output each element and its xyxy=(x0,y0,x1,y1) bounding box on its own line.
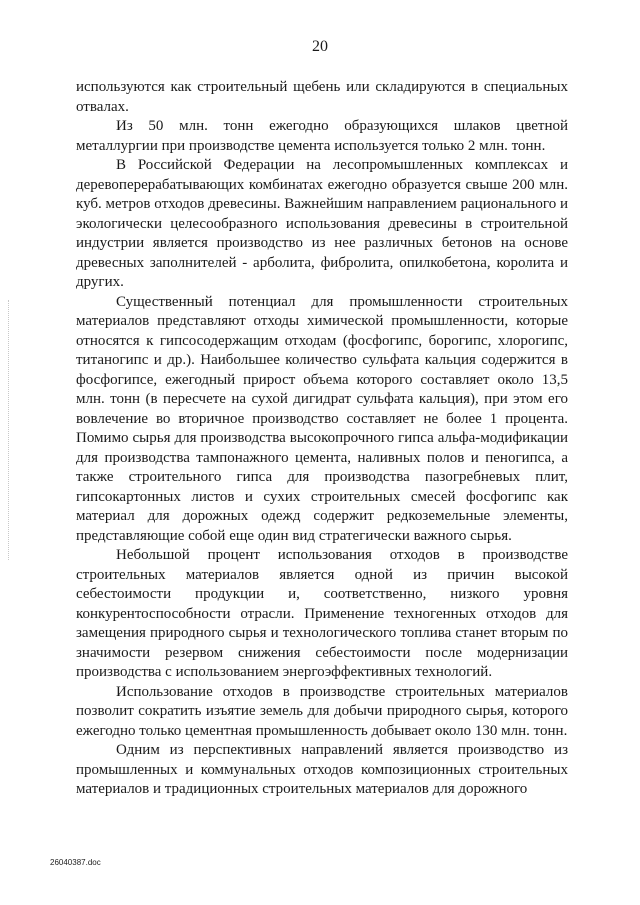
paragraph: Одним из перспективных направлений является производство из промышленных и коммунальных отходов композиционных строительных материалов и традиционных строительных материалов для дорожного xyxy=(76,742,568,797)
scan-margin-mark xyxy=(8,300,10,560)
paragraph: Использование отходов в производстве строительных материалов позволит сократить изъятие земель для добычи природного сырья, которого ежегодно только цементная промышленность добывает около 130 млн. тонн. xyxy=(76,683,568,739)
footer-filename: 26040387.doc xyxy=(50,858,101,867)
paragraph: Небольшой процент использования отходов в производстве строительных материалов является одной из причин высокой себестоимости продукции и, соответственно, низкого уровня конкурентоспособности отрасли. Применение техногенных отходов для замещения природного сырья и технологического топлива станет вторым по значимости резервом снижения себестоимости после модернизации производства с использованием энергоэффективных технологий. xyxy=(76,547,568,680)
page-number: 20 xyxy=(312,38,328,55)
paragraph: Из 50 млн. тонн ежегодно образующихся шлаков цветной металлургии при производстве цемента используется только 2 млн. тонн. xyxy=(76,118,568,154)
paragraph: Существенный потенциал для промышленности строительных материалов представляют отходы химической промышленности, которые относятся к гипсосодержащим отходам (фосфогипс, борогипс, хлорогипс, титаногипс и др.). Наибольшее количество сульфата кальция содержится в фосфогипсе, ежегодный прирост объема которого составляет около 13,5 млн. тонн (в пересчете на сухой дигидрат сульфата кальция), при этом его вовлечение во вторичное производство составляет не более 1 процента. Помимо сырья для производства высокопрочного гипса альфа-модификации для производства тампонажного цемента, наливных полов и пеногипса, а также строительного гипса для производства пазогребневых плит, гипсокартонных листов и сухих строительных смесей фосфогипс как материал для дорожных одежд содержит редкоземельные элементы, представляющие собой еще один вид стратегически важного сырья. xyxy=(76,293,568,544)
paragraph: используются как строительный щебень или складируются в специальных отвалах. xyxy=(76,79,568,115)
document-body xyxy=(76,78,568,800)
paragraph: В Российской Федерации на лесопромышленных комплексах и деревоперерабатывающих комбинатах ежегодно образуется свыше 200 млн. куб. метров отходов древесины. Важнейшим направлением рационального и экологически целесообразного использования древесины в строительной индустрии является производство из нее различных бетонов на основе древесных заполнителей - арболита, фибролита, опилкобетона, королита и других. xyxy=(76,157,568,290)
